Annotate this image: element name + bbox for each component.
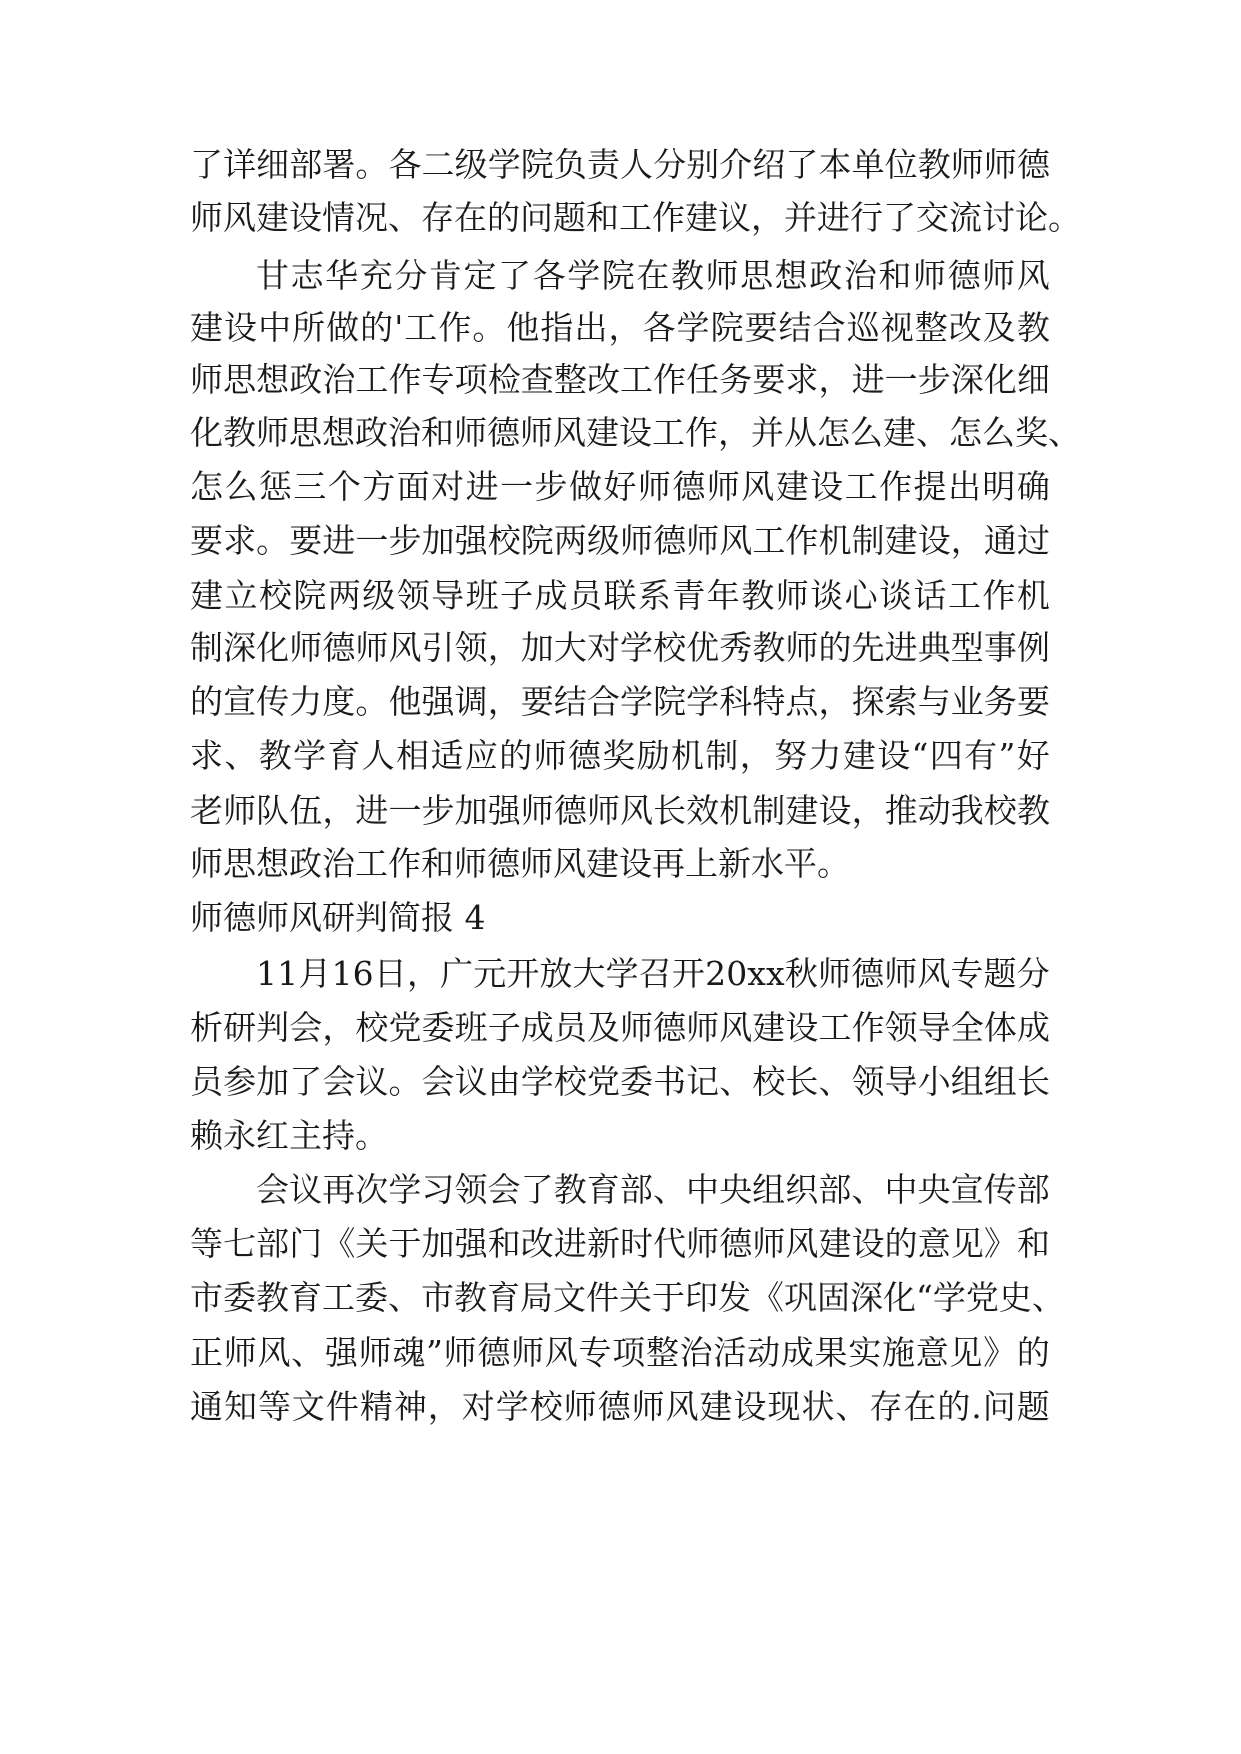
- paragraph-line: 甘 志 华 充 分 肯 定 了 各 学 院 在 教 师 思 想 政 治 和 师 德 师 风: [256, 256, 1050, 295]
- paragraph-line: 建 立 校 院 两 级 领 导 班 子 成 员 联 系 青 年 教 师 谈 心 谈 话 工 作 机: [190, 576, 1050, 615]
- paragraph-line: 的 宣 传 力 度 。 他 强 调 ， 要 结 合 学 院 学 科 特 点 ， 探 索 与 业 务 要: [190, 682, 1050, 721]
- paragraph-line: 师思想政治工作和师德师风建设再上新水平。: [190, 844, 850, 883]
- paragraph-line: 师 风 建 设 情 况 、 存 在 的 问 题 和 工 作 建 议 ， 并 进 行 了 交 流 讨 论 。: [190, 198, 1081, 237]
- paragraph-line: 要 求 。 要 进 一 步 加 强 校 院 两 级 师 德 师 风 工 作 机 制 建 设 ， 通 过: [190, 521, 1050, 560]
- paragraph-line: 了 详 细 部 署 。 各 二 级 学 院 负 责 人 分 别 介 绍 了 本 单 位 教 师 师 德: [190, 145, 1050, 184]
- paragraph-line: 师 思 想 政 治 工 作 专 项 检 查 整 改 工 作 任 务 要 求 ， 进 一 步 深 化 细: [190, 360, 1050, 399]
- paragraph-line: 等 七 部 门 《 关 于 加 强 和 改 进 新 时 代 师 德 师 风 建 设 的 意 见 》 和: [190, 1224, 1050, 1263]
- paragraph-line: 正 师 风 、 强 师 魂 ” 师 德 师 风 专 项 整 治 活 动 成 果 实 施 意 见 》 的: [190, 1333, 1050, 1372]
- paragraph-line: 通 知 等 文 件 精 神 ， 对 学 校 师 德 师 风 建 设 现 状 、 存 在 的 . 问 题: [190, 1387, 1050, 1426]
- paragraph-line: 市 委 教 育 工 委 、 市 教 育 局 文 件 关 于 印 发 《 巩 固 深 化 “ 学 党 史 、: [190, 1278, 1065, 1317]
- paragraph-line: 化 教 师 思 想 政 治 和 师 德 师 风 建 设 工 作 ， 并 从 怎 么 建 、 怎 么 奖 、: [190, 413, 1081, 452]
- paragraph-line: 员 参 加 了 会 议 。 会 议 由 学 校 党 委 书 记 、 校 长 、 领 导 小 组 组 长: [190, 1062, 1050, 1101]
- paragraph-line: 老 师 队 伍 ， 进 一 步 加 强 师 德 师 风 长 效 机 制 建 设 ， 推 动 我 校 教: [190, 791, 1050, 830]
- paragraph-line: 制 深 化 师 德 师 风 引 领 ， 加 大 对 学 校 优 秀 教 师 的 先 进 典 型 事 例: [190, 628, 1050, 667]
- section-heading: 师德师风研判简报 4: [190, 898, 486, 937]
- paragraph-line: 赖永红主持。: [190, 1116, 388, 1155]
- paragraph-line: 建 设 中 所 做 的 ' 工 作 。 他 指 出 ， 各 学 院 要 结 合 巡 视 整 改 及 教: [190, 308, 1050, 347]
- paragraph-line: 怎 么 惩 三 个 方 面 对 进 一 步 做 好 师 德 师 风 建 设 工 作 提 出 明 确: [190, 467, 1050, 506]
- paragraph-line: 析 研 判 会 ， 校 党 委 班 子 成 员 及 师 德 师 风 建 设 工 作 领 导 全 体 成: [190, 1008, 1050, 1047]
- paragraph-line: 会 议 再 次 学 习 领 会 了 教 育 部 、 中 央 组 织 部 、 中 央 宣 传 部: [256, 1170, 1050, 1209]
- paragraph-line: 1 1 月 1 6 日 ， 广 元 开 放 大 学 召 开 2 0 x x 秋 师 德 师 风 专 题 分: [256, 954, 1050, 993]
- paragraph-line: 求 、 教 学 育 人 相 适 应 的 师 德 奖 励 机 制 ， 努 力 建 设 “ 四 有 ” 好: [190, 736, 1050, 775]
